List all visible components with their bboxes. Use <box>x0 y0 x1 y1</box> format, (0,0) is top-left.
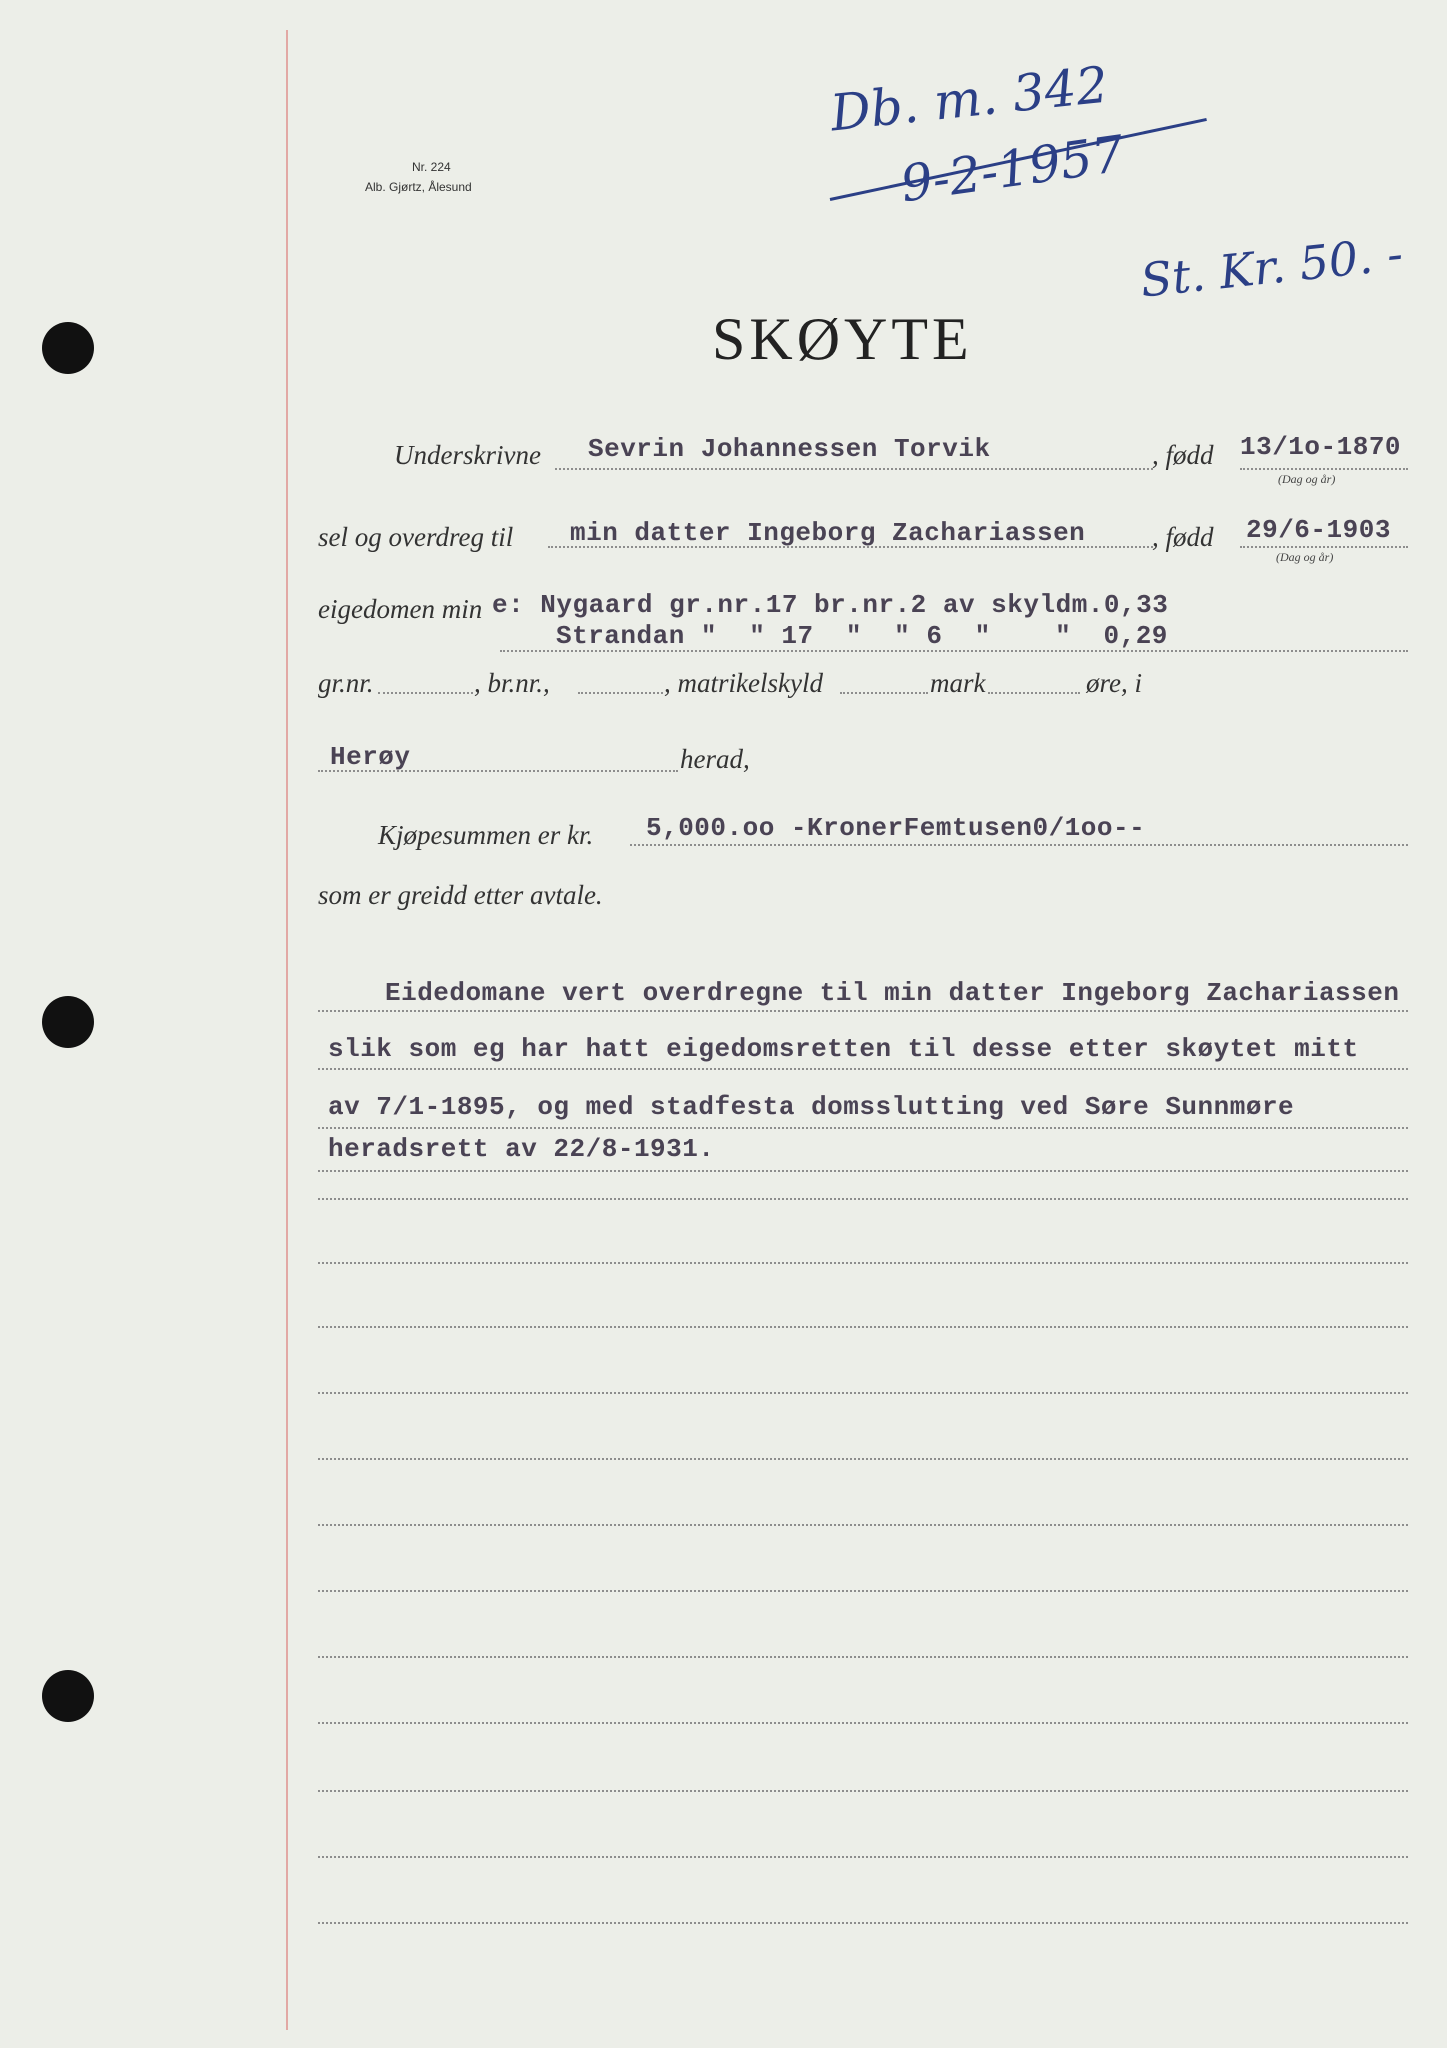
buyer-birthdate: 29/6-1903 <box>1246 515 1391 545</box>
label-fodd-buyer: , fødd <box>1152 522 1214 552</box>
dotted-line <box>318 1790 1408 1792</box>
stamp-fee-handwritten: St. Kr. 50. - <box>1137 226 1406 308</box>
document-number-handwritten: Db. m. 342 <box>827 55 1111 143</box>
property-line-1: e: Nygaard gr.nr.17 br.nr.2 av skyldm.0,33 <box>492 590 1169 620</box>
dotted-line <box>318 1392 1408 1394</box>
municipality: Herøy <box>330 742 411 772</box>
dotted-line <box>318 1198 1408 1200</box>
label-kjopesummen: Kjøpesummen er kr. <box>378 820 594 850</box>
label-mark: mark <box>930 668 986 698</box>
body-line-4: heradsrett av 22/8-1931. <box>328 1134 715 1164</box>
body-line-2: slik som eg har hatt eigedomsretten til desse etter skøytet mitt <box>328 1034 1359 1064</box>
dotted-line <box>318 1170 1408 1172</box>
date-hint: (Dag og år) <box>1278 472 1336 486</box>
label-brnr: , br.nr., <box>474 668 550 698</box>
label-greidd: som er greidd etter avtale. <box>318 880 603 910</box>
dotted-line <box>578 692 663 694</box>
dotted-line <box>318 1722 1408 1724</box>
label-herad: herad, <box>680 744 750 774</box>
dotted-line <box>318 1458 1408 1460</box>
dotted-line <box>630 844 1408 846</box>
label-eigedomen-min: eigedomen min <box>318 594 483 624</box>
margin-line <box>286 30 288 2030</box>
dotted-line <box>840 692 928 694</box>
dotted-line <box>318 1010 1408 1012</box>
label-underskrivne: Underskrivne <box>394 440 541 470</box>
dotted-line <box>555 468 1153 470</box>
body-line-1: Eidedomane vert overdregne til min datter Ingeborg Zachariassen <box>385 978 1400 1008</box>
dotted-line <box>318 1590 1408 1592</box>
dotted-line <box>1240 468 1408 470</box>
dotted-line <box>988 692 1080 694</box>
label-sel-og-overdreg: sel og overdreg til <box>318 522 514 552</box>
punch-hole-top <box>42 322 94 374</box>
dotted-line <box>318 770 678 772</box>
label-fodd-seller: , fødd <box>1152 440 1214 470</box>
property-line-2: Strandan " " 17 " " 6 " " 0,29 <box>556 621 1168 651</box>
document-date-handwritten: 9-2-1957 <box>897 124 1128 214</box>
dotted-line <box>318 1068 1408 1070</box>
dotted-line <box>318 1656 1408 1658</box>
dotted-line <box>318 1856 1408 1858</box>
dotted-line <box>318 1524 1408 1526</box>
form-number: Nr. 224 <box>412 160 451 174</box>
dotted-line <box>1240 546 1408 548</box>
purchase-amount: 5,000.oo -KronerFemtusen0/1oo-- <box>646 813 1146 843</box>
body-line-3: av 7/1-1895, og med stadfesta domsslutting ved Søre Sunnmøre <box>328 1092 1295 1122</box>
dotted-line <box>318 1922 1408 1924</box>
punch-hole-bottom <box>42 1670 94 1722</box>
dotted-line <box>318 1127 1408 1129</box>
seller-birthdate: 13/1o-1870 <box>1240 432 1402 462</box>
date-hint: (Dag og år) <box>1276 550 1334 564</box>
buyer-name: min datter Ingeborg Zachariassen <box>570 518 1086 548</box>
dotted-line <box>318 1262 1408 1264</box>
label-ore: øre, i <box>1086 668 1142 698</box>
label-grnr: gr.nr. <box>318 668 374 698</box>
seller-name: Sevrin Johannessen Torvik <box>588 434 991 464</box>
label-matrikelskyld: , matrikelskyld <box>664 668 823 698</box>
form-publisher: Alb. Gjørtz, Ålesund <box>365 180 472 194</box>
document-title: SKØYTE <box>712 306 973 372</box>
dotted-line <box>378 692 473 694</box>
dotted-line <box>500 650 1408 652</box>
dotted-line <box>318 1326 1408 1328</box>
punch-hole-middle <box>42 996 94 1048</box>
